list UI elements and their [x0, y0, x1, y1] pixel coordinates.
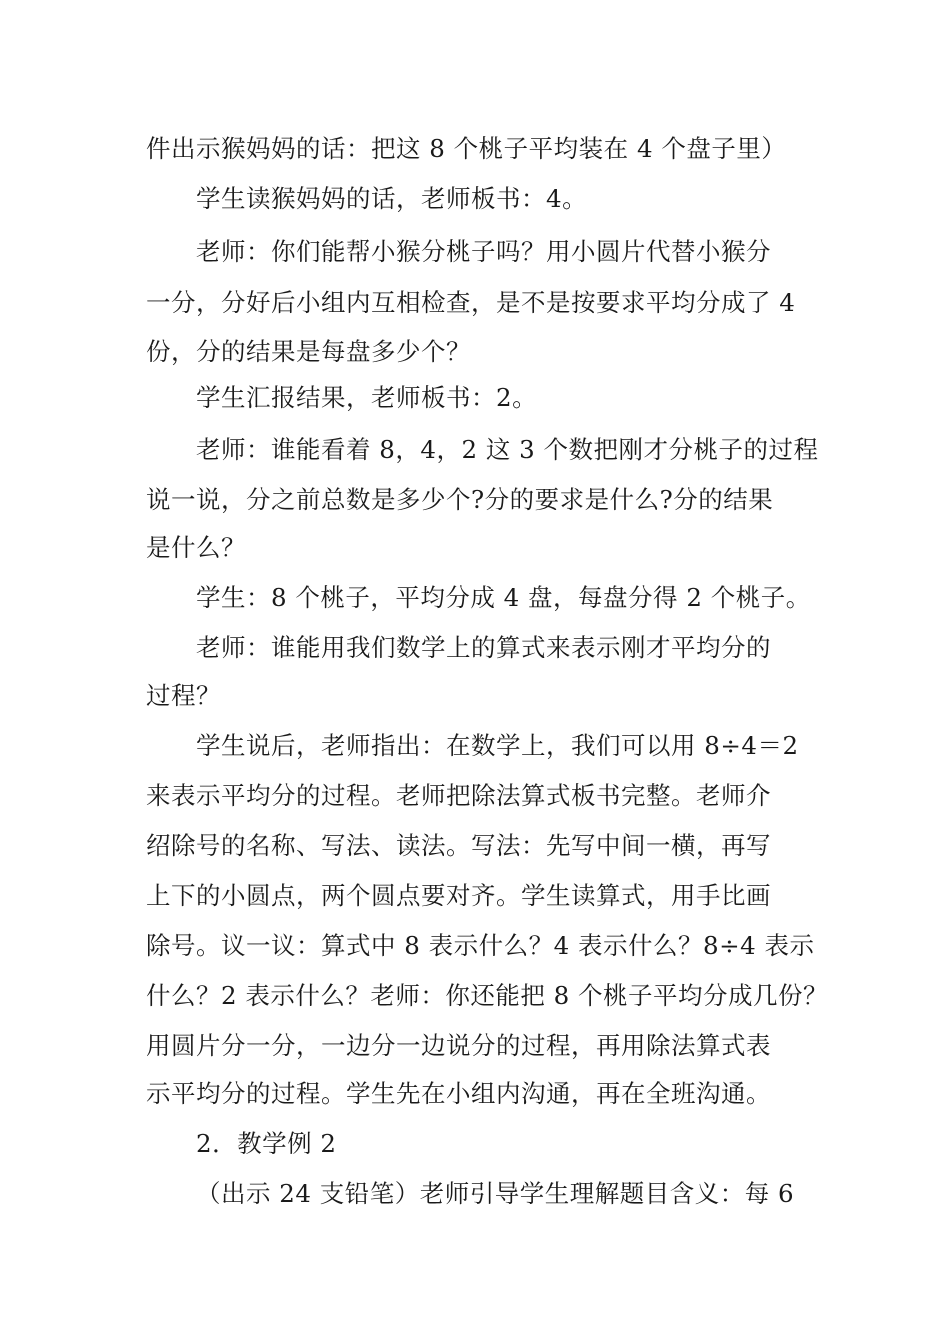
text-line-9: 是什么？: [146, 533, 246, 562]
text-line-10: 学生：8 个桃子，平均分成 4 盘，每盘分得 2 个桃子。: [196, 583, 811, 612]
text-line-8: 说一说，分之前总数是多少个?分的要求是什么?分的结果: [146, 485, 774, 514]
text-line-16: 上下的小圆点，两个圆点要对齐。学生读算式，用手比画: [146, 881, 771, 910]
text-line-3: 老师：你们能帮小猴分桃子吗？用小圆片代替小猴分: [196, 237, 771, 266]
text-line-5: 份，分的结果是每盘多少个？: [146, 337, 471, 366]
text-line-13: 学生说后，老师指出：在数学上，我们可以用 8÷4＝2: [196, 731, 799, 760]
text-line-18: 什么？2 表示什么？老师：你还能把 8 个桃子平均分成几份？: [146, 981, 829, 1010]
text-line-4: 一分，分好后小组内互相检查，是不是按要求平均分成了 4: [146, 288, 796, 317]
text-line-6: 学生汇报结果，老师板书：2。: [196, 383, 538, 412]
text-line-11: 老师：谁能用我们数学上的算式来表示刚才平均分的: [196, 633, 771, 662]
text-line-1: 件出示猴妈妈的话：把这 8 个桃子平均装在 4 个盘子里）: [146, 134, 787, 163]
text-line-2: 学生读猴妈妈的话，老师板书：4。: [196, 184, 588, 213]
text-line-14: 来表示平均分的过程。老师把除法算式板书完整。老师介: [146, 781, 771, 810]
text-line-17: 除号。议一议：算式中 8 表示什么？4 表示什么？8÷4 表示: [146, 931, 815, 960]
text-line-20: 示平均分的过程。学生先在小组内沟通，再在全班沟通。: [146, 1079, 771, 1108]
text-line-22: （出示 24 支铅笔）老师引导学生理解题目含义：每 6: [196, 1179, 795, 1208]
text-line-19: 用圆片分一分，一边分一边说分的过程，再用除法算式表: [146, 1031, 771, 1060]
text-line-12: 过程？: [146, 681, 221, 710]
text-line-7: 老师：谁能看着 8，4，2 这 3 个数把刚才分桃子的过程: [196, 435, 819, 464]
text-line-15: 绍除号的名称、写法、读法。写法：先写中间一横，再写: [146, 831, 771, 860]
text-line-21: 2．教学例 2: [196, 1129, 337, 1158]
